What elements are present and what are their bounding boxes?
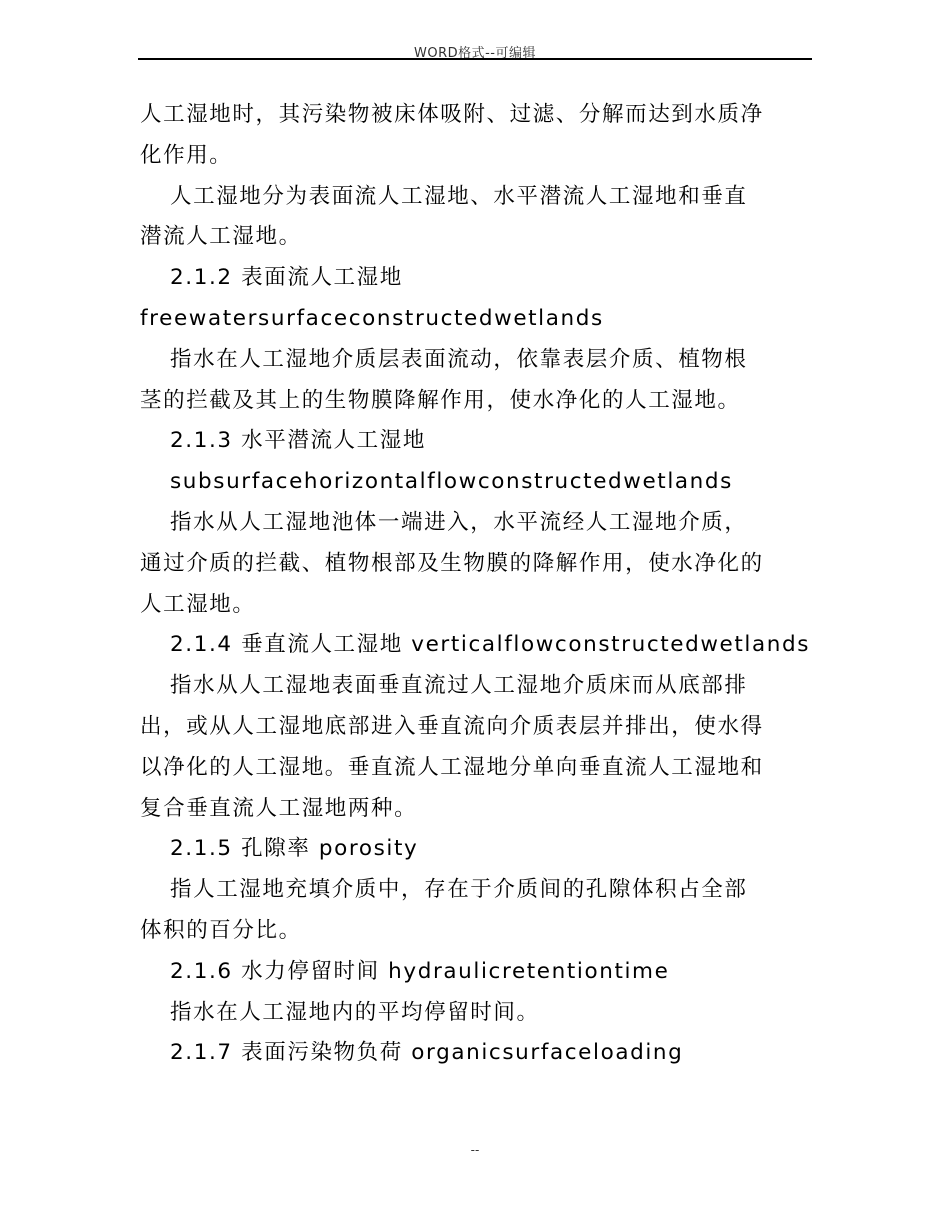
section-heading-2-1-7: 2.1.7 表面污染物负荷 organicsurfaceloading: [170, 1040, 684, 1066]
section-heading-2-1-2: 2.1.2 表面流人工湿地: [170, 265, 403, 291]
text-line-13: 人工湿地。: [140, 591, 256, 617]
text-line-8: 茎的拦截及其上的生物膜降解作用，使水净化的人工湿地。: [140, 387, 741, 413]
header-divider: [138, 58, 812, 60]
section-heading-2-1-5: 2.1.5 孔隙率 porosity: [170, 836, 419, 862]
text-line-7: 指水在人工湿地介质层表面流动，依靠表层介质、植物根: [170, 346, 748, 372]
term-english-2-1-2: freewatersurfaceconstructedwetlands: [140, 305, 604, 331]
term-english-2-1-3: subsurfacehorizontalflowconstructedwetlands: [170, 469, 733, 495]
page-footer: --: [470, 1143, 480, 1157]
document-body: [140, 95, 820, 1074]
text-line-16: 出，或从人工湿地底部进入垂直流向介质表层并排出，使水得: [140, 713, 764, 739]
text-line-11: 指水从人工湿地池体一端进入，水平流经人工湿地介质，: [170, 509, 748, 535]
text-line-2: 化作用。: [140, 142, 233, 168]
text-line-21: 体积的百分比。: [140, 917, 302, 943]
text-line-15: 指水从人工湿地表面垂直流过人工湿地介质床而从底部排: [170, 673, 748, 699]
text-line-4: 潜流人工湿地。: [140, 224, 302, 250]
text-line-12: 通过介质的拦截、植物根部及生物膜的降解作用，使水净化的: [140, 550, 764, 576]
text-line-3: 人工湿地分为表面流人工湿地、水平潜流人工湿地和垂直: [170, 183, 748, 209]
page-header: WORD格式--可编辑: [413, 46, 536, 61]
text-line-23: 指水在人工湿地内的平均停留时间。: [170, 999, 540, 1025]
section-heading-2-1-4: 2.1.4 垂直流人工湿地 verticalflowconstructedwetlands: [170, 632, 811, 658]
text-line-20: 指人工湿地充填介质中，存在于介质间的孔隙体积占全部: [170, 877, 748, 903]
text-line-18: 复合垂直流人工湿地两种。: [140, 795, 418, 821]
text-line-17: 以净化的人工湿地。垂直流人工湿地分单向垂直流人工湿地和: [140, 754, 764, 780]
text-line-1: 人工湿地时，其污染物被床体吸附、过滤、分解而达到水质净: [140, 102, 764, 127]
section-heading-2-1-6: 2.1.6 水力停留时间 hydraulicretentiontime: [170, 958, 670, 984]
section-heading-2-1-3: 2.1.3 水平潜流人工湿地: [170, 428, 426, 454]
